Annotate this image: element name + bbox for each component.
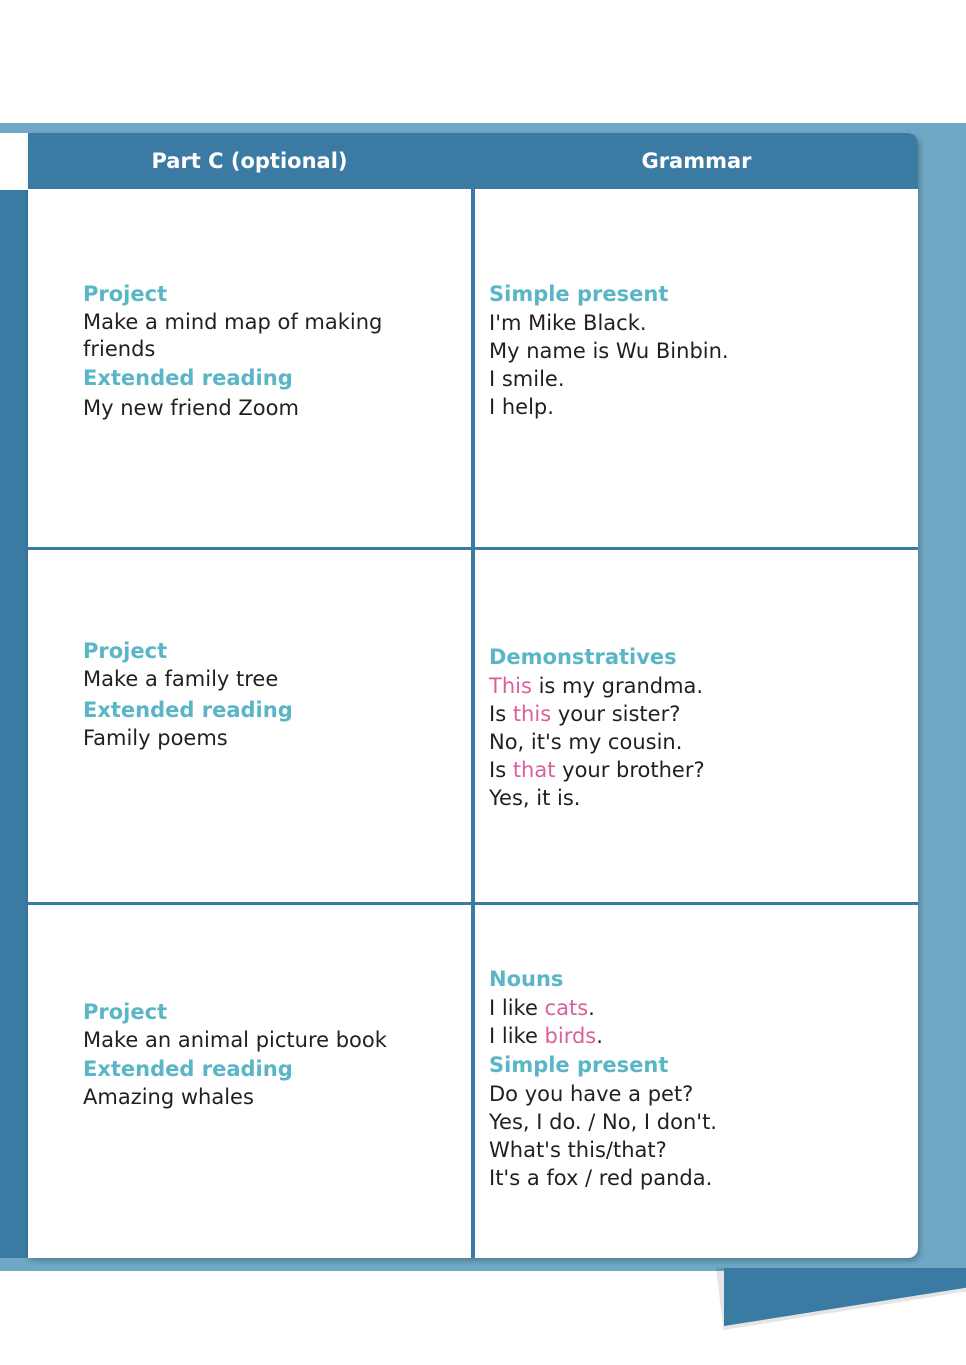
grammar-label-nouns: Nouns [489, 967, 564, 991]
grammar-example [489, 994, 717, 1022]
extended-reading-label: Extended reading [83, 698, 293, 722]
grammar-example: What's this/that? [489, 1138, 667, 1162]
header-grammar: Grammar [641, 149, 752, 173]
project-label: Project [83, 282, 168, 306]
grammar-example: I'm Mike Black. [489, 311, 647, 335]
example-text: I like [489, 1024, 545, 1048]
row2-part-c [83, 636, 293, 752]
example-text: Is [489, 758, 513, 782]
highlight-word: that [512, 758, 556, 782]
grammar-label-simple-present: Simple present [489, 1053, 669, 1077]
grammar-example: No, it's my cousin. [489, 730, 683, 754]
column-divider [471, 133, 475, 1258]
highlight-word: birds [544, 1024, 597, 1048]
example-text: I like [489, 996, 545, 1020]
row1-grammar [489, 279, 729, 421]
grammar-example: I smile. [489, 367, 565, 391]
row2-grammar [489, 642, 705, 812]
project-text-cont: friends [83, 337, 156, 361]
example-text: . [588, 996, 595, 1020]
project-text: Make a mind map of making [83, 310, 383, 334]
project-label: Project [83, 1000, 168, 1024]
grammar-label: Demonstratives [489, 645, 677, 669]
row-divider-2 [28, 902, 918, 905]
grammar-example: Do you have a pet? [489, 1082, 694, 1106]
row3-grammar [489, 964, 717, 1192]
example-text: is my grandma. [531, 674, 704, 698]
example-text: Is [489, 702, 513, 726]
left-strip [0, 190, 28, 1258]
extended-reading-label: Extended reading [83, 1057, 293, 1081]
grammar-label: Simple present [489, 282, 669, 306]
row3-part-c [83, 997, 387, 1111]
grammar-example: Yes, I do. / No, I don't. [489, 1110, 717, 1134]
grammar-example: I help. [489, 395, 554, 419]
grammar-example: It's a fox / red panda. [489, 1166, 713, 1190]
extended-reading-text: Amazing whales [83, 1085, 254, 1109]
grammar-example [489, 672, 705, 700]
grammar-example [489, 756, 705, 784]
highlight-word: this [512, 702, 552, 726]
example-text: your sister? [551, 702, 681, 726]
project-text: Make a family tree [83, 667, 279, 691]
project-text: Make an animal picture book [83, 1028, 387, 1052]
grammar-example: Yes, it is. [489, 786, 581, 810]
grammar-example: My name is Wu Binbin. [489, 339, 729, 363]
highlight-word: This [489, 674, 532, 698]
left-header-gap [0, 133, 28, 190]
grammar-example [489, 700, 705, 728]
syllabus-table [28, 133, 918, 1258]
highlight-word: cats [544, 996, 589, 1020]
row1-part-c [83, 279, 382, 422]
example-text: your brother? [555, 758, 705, 782]
project-label: Project [83, 639, 168, 663]
extended-reading-text: My new friend Zoom [83, 396, 299, 420]
grammar-example [489, 1022, 717, 1050]
row-divider-1 [28, 547, 918, 550]
extended-reading-text: Family poems [83, 726, 228, 750]
extended-reading-label: Extended reading [83, 366, 293, 390]
example-text: . [596, 1024, 603, 1048]
header-part-c: Part C (optional) [151, 149, 348, 173]
